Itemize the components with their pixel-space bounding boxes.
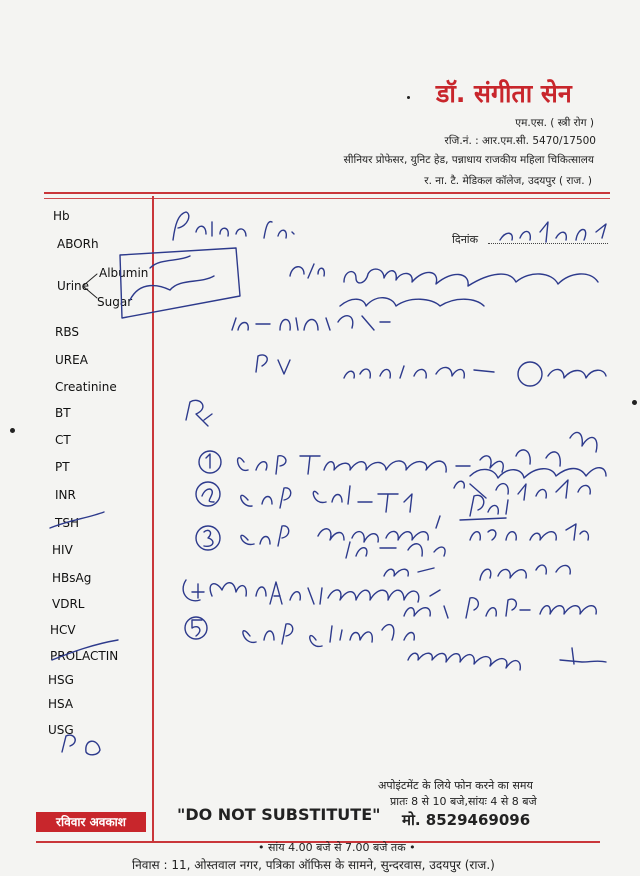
doctor-name: डॉ. संगीता सेन — [436, 79, 572, 108]
appointment-hours: प्रातः 8 से 10 बजे,सांयः 4 से 8 बजे — [390, 795, 537, 808]
do-not-substitute: "DO NOT SUBSTITUTE" — [177, 805, 381, 824]
test-prolactin: PROLACTIN — [50, 649, 119, 663]
test-sugar: Sugar — [97, 295, 133, 309]
sunday-holiday-badge: रविवार अवकाश — [36, 812, 146, 832]
test-urea: UREA — [55, 353, 88, 367]
date-label: दिनांक — [452, 233, 479, 246]
test-hiv: HIV — [52, 543, 73, 557]
test-albumin: Albumin — [99, 266, 149, 280]
stray-dot-right — [632, 400, 637, 405]
test-vdrl: VDRL — [52, 597, 85, 611]
test-urine: Urine — [57, 279, 90, 293]
test-hcv: HCV — [50, 623, 76, 637]
test-tsh: TSH — [55, 516, 79, 530]
appointment-title: अपोइंटमेंट के लिये फोन करने का समय — [378, 779, 533, 792]
stray-dot-top — [407, 96, 410, 99]
test-bt: BT — [55, 406, 71, 420]
registration-number: रजि.नं. : आर.एम.सी. 5470/17500 — [444, 135, 596, 147]
test-pt: PT — [55, 460, 70, 474]
stray-dot-left — [10, 428, 15, 433]
test-usg: USG — [48, 723, 74, 737]
mobile-number: मो. 8529469096 — [402, 811, 531, 829]
test-aborh: ABORh — [57, 237, 99, 251]
test-hsg: HSG — [48, 673, 74, 687]
test-hbsag: HBsAg — [52, 571, 92, 585]
college: र. ना. टै. मेडिकल कॉलेज, उदयपुर ( राज. ) — [424, 175, 592, 187]
designation: सीनियर प्रोफेसर, युनिट हेड, पन्नाधाय राजकीय महिला चिकित्सालय — [343, 154, 594, 166]
test-ct: CT — [55, 433, 71, 447]
test-rbs: RBS — [55, 325, 79, 339]
test-creatinine: Creatinine — [55, 380, 117, 394]
test-hsa: HSA — [48, 697, 74, 711]
qualification: एम.एस. ( स्त्री रोग ) — [515, 117, 594, 129]
evening-hours: • सांय 4.00 बजे से 7.00 बजे तक • — [258, 841, 416, 854]
address: निवास : 11, ओस्तवाल नगर, पत्रिका ऑफिस के सामने, सुन्दरवास, उदयपुर (राज.) — [132, 858, 495, 872]
test-inr: INR — [55, 488, 76, 502]
test-hb: Hb — [53, 209, 70, 223]
